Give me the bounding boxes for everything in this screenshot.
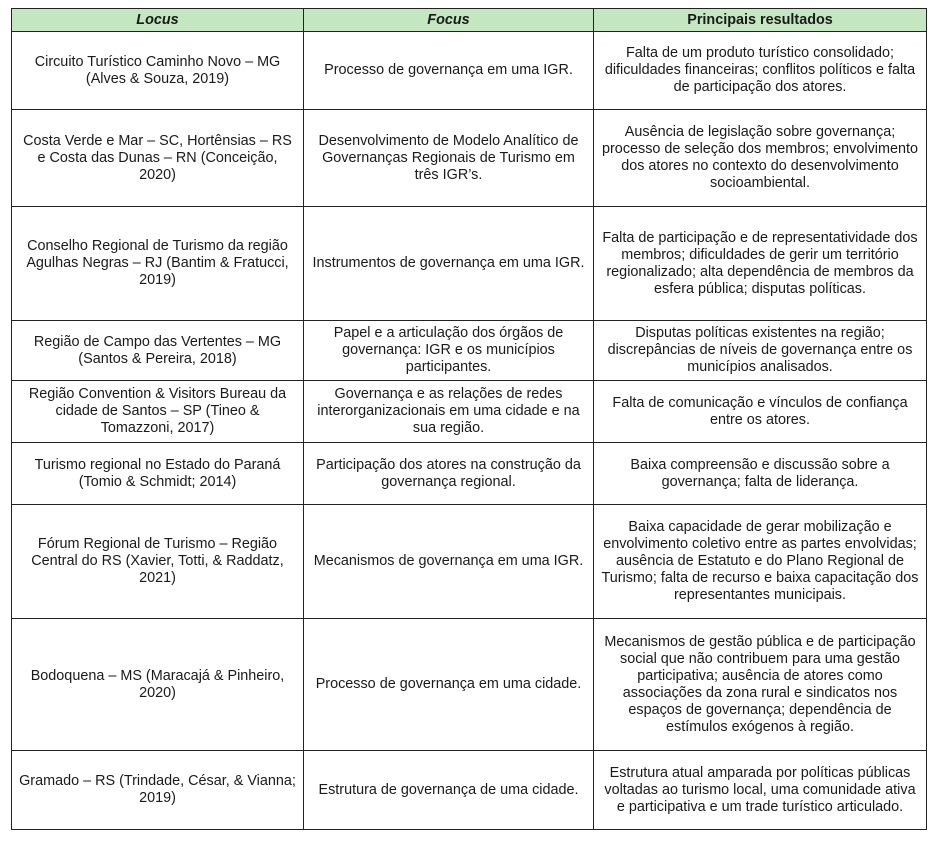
cell-focus: Governança e as relações de redes interorganizacionais em uma cidade e na sua região. (304, 381, 594, 443)
cell-locus: Região de Campo das Vertentes – MG (Santos & Pereira, 2018) (12, 321, 304, 381)
table-row (12, 321, 927, 381)
header-focus: Focus (304, 9, 594, 32)
table-row (12, 619, 927, 751)
cell-resultados: Falta de comunicação e vínculos de confiança entre os atores. (594, 381, 927, 443)
cell-resultados: Falta de um produto turístico consolidado; dificuldades financeiras; conflitos políticos e falta de participação dos atores. (594, 32, 927, 110)
table-row (12, 207, 927, 321)
cell-resultados: Disputas políticas existentes na região; discrepâncias de níveis de governança entre os municípios analisados. (594, 321, 927, 381)
cell-focus: Instrumentos de governança em uma IGR. (304, 207, 594, 321)
cell-focus: Processo de governança em uma cidade. (304, 619, 594, 751)
cell-locus: Bodoquena – MS (Maracajá & Pinheiro, 2020) (12, 619, 304, 751)
cell-locus: Turismo regional no Estado do Paraná (Tomio & Schmidt; 2014) (12, 443, 304, 505)
table-row (12, 751, 927, 830)
cell-resultados: Mecanismos de gestão pública e de participação social que não contribuem para uma gestão participativa; ausência de atores como associações da zona rural e sindicatos nos espaços de governança; dependência de estímulos exógenos à região. (594, 619, 927, 751)
cell-locus: Costa Verde e Mar – SC, Hortênsias – RS e Costa das Dunas – RN (Conceição, 2020) (12, 110, 304, 207)
cell-focus: Mecanismos de governança em uma IGR. (304, 505, 594, 619)
cell-focus: Processo de governança em uma IGR. (304, 32, 594, 110)
cell-focus: Participação dos atores na construção da governança regional. (304, 443, 594, 505)
cell-locus: Gramado – RS (Trindade, César, & Vianna; 2019) (12, 751, 304, 830)
governance-studies-table (11, 8, 927, 830)
cell-resultados: Baixa capacidade de gerar mobilização e envolvimento coletivo entre as partes envolvidas; ausência de Estatuto e do Plano Regional de Turismo; falta de recurso e baixa capacitação dos representantes municipais. (594, 505, 927, 619)
document-page (11, 8, 927, 830)
cell-focus: Estrutura de governança de uma cidade. (304, 751, 594, 830)
cell-locus: Circuito Turístico Caminho Novo – MG (Alves & Souza, 2019) (12, 32, 304, 110)
cell-focus: Desenvolvimento de Modelo Analítico de Governanças Regionais de Turismo em três IGR’s. (304, 110, 594, 207)
cell-resultados: Ausência de legislação sobre governança; processo de seleção dos membros; envolvimento dos atores no contexto do desenvolvimento socioambiental. (594, 110, 927, 207)
table-row (12, 505, 927, 619)
table-row (12, 32, 927, 110)
cell-locus: Fórum Regional de Turismo – Região Central do RS (Xavier, Totti, & Raddatz, 2021) (12, 505, 304, 619)
table-row (12, 443, 927, 505)
cell-resultados: Estrutura atual amparada por políticas públicas voltadas ao turismo local, uma comunidade ativa e participativa e um trade turístico articulado. (594, 751, 927, 830)
table-header-row (12, 9, 927, 32)
cell-locus: Região Convention & Visitors Bureau da cidade de Santos – SP (Tineo & Tomazzoni, 2017) (12, 381, 304, 443)
header-locus: Locus (12, 9, 304, 32)
header-principais-resultados: Principais resultados (594, 9, 927, 32)
cell-resultados: Baixa compreensão e discussão sobre a governança; falta de liderança. (594, 443, 927, 505)
cell-focus: Papel e a articulação dos órgãos de governança: IGR e os municípios participantes. (304, 321, 594, 381)
cell-locus: Conselho Regional de Turismo da região Agulhas Negras – RJ (Bantim & Fratucci, 2019) (12, 207, 304, 321)
table-row (12, 110, 927, 207)
cell-resultados: Falta de participação e de representatividade dos membros; dificuldades de gerir um território regionalizado; alta dependência de membros da esfera pública; disputas políticas. (594, 207, 927, 321)
table-row (12, 381, 927, 443)
